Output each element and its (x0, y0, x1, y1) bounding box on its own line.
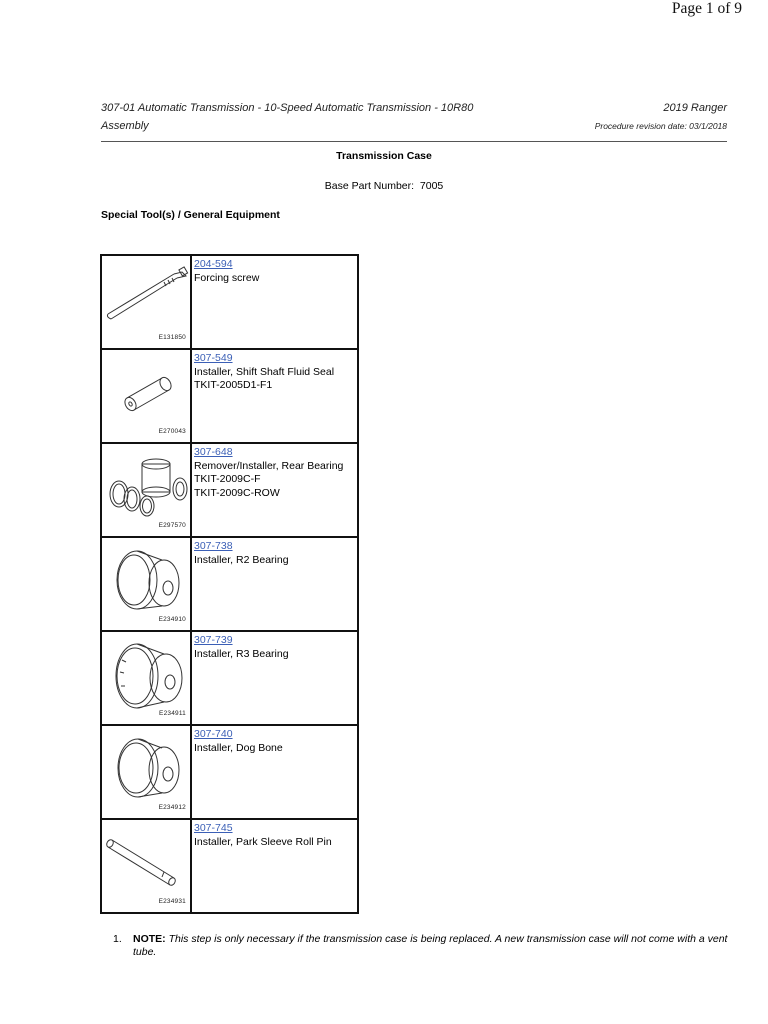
table-row (101, 631, 358, 725)
tool-image-code: E131850 (158, 334, 186, 341)
tool-description-line: Installer, Shift Shaft Fluid Seal (194, 365, 335, 378)
tool-description-cell (191, 443, 358, 537)
tool-description-line: TKIT-2009C-ROW (194, 486, 280, 499)
table-row (101, 255, 358, 349)
tool-image-code: E297570 (158, 522, 186, 529)
special-tools-table (100, 254, 359, 914)
header-divider (101, 141, 727, 142)
tool-description-cell (191, 631, 358, 725)
tool-number-link[interactable]: 307-738 (194, 540, 233, 552)
tool-image-cell (101, 443, 191, 537)
base-part-value: 7005 (419, 180, 444, 192)
tool-description-line: Remover/Installer, Rear Bearing (194, 459, 344, 472)
section-title: Special Tool(s) / General Equipment (101, 209, 280, 221)
tool-description-cell (191, 819, 358, 913)
header-vehicle: 2019 Ranger (663, 102, 727, 114)
document-header-left (101, 99, 521, 135)
tool-image-code: E234912 (158, 804, 186, 811)
tool-image-cell (101, 725, 191, 819)
tool-image-cell (101, 255, 191, 349)
tool-image-code: E234910 (158, 616, 186, 623)
note-text: This step is only necessary if the transmission case is being replaced. A new transmission case will not come with a vent tube. (133, 933, 728, 958)
table-row (101, 443, 358, 537)
tool-description-line: Installer, R3 Bearing (194, 647, 289, 660)
tool-image-cell (101, 537, 191, 631)
header-revision-date: Procedure revision date: 03/1/2018 (594, 121, 727, 131)
table-row (101, 725, 358, 819)
tool-image-code: E270043 (158, 428, 186, 435)
tool-description-line: Forcing screw (194, 271, 260, 284)
base-part-number (0, 180, 768, 192)
table-row (101, 819, 358, 913)
page-number: Page 1 of 9 (671, 0, 742, 17)
tool-number-link[interactable]: 307-740 (194, 728, 233, 740)
procedure-step-1 (113, 933, 733, 959)
page-title: Transmission Case (336, 150, 432, 162)
table-row (101, 537, 358, 631)
tool-description-line: TKIT-2009C-F (194, 473, 261, 485)
tool-description-cell (191, 255, 358, 349)
tool-description-line: Installer, Dog Bone (194, 741, 283, 754)
tool-image-cell (101, 631, 191, 725)
base-part-label: Base Part Number: (324, 180, 415, 192)
tool-image-cell (101, 819, 191, 913)
header-procedure-subtitle: Assembly (101, 120, 149, 132)
tool-description-line: Installer, Park Sleeve Roll Pin (194, 835, 332, 848)
step-number: 1. (113, 933, 122, 945)
tool-description-cell (191, 537, 358, 631)
tool-description-line: Installer, R2 Bearing (194, 553, 289, 566)
tool-number-link[interactable]: 204-594 (194, 258, 233, 270)
note-label: NOTE: (133, 933, 166, 945)
tool-number-link[interactable]: 307-739 (194, 634, 233, 646)
tool-description-cell (191, 725, 358, 819)
tool-image-code: E234931 (158, 898, 186, 905)
tool-image-cell (101, 349, 191, 443)
tool-number-link[interactable]: 307-745 (194, 822, 233, 834)
tool-description-line: TKIT-2005D1-F1 (194, 379, 273, 391)
tool-number-link[interactable]: 307-549 (194, 352, 233, 364)
table-row (101, 349, 358, 443)
tool-number-link[interactable]: 307-648 (194, 446, 233, 458)
tool-image-code: E234911 (159, 710, 186, 717)
tool-description-cell (191, 349, 358, 443)
header-procedure-title: 307-01 Automatic Transmission - 10-Speed Automatic Transmission - 10R80 (101, 102, 474, 114)
